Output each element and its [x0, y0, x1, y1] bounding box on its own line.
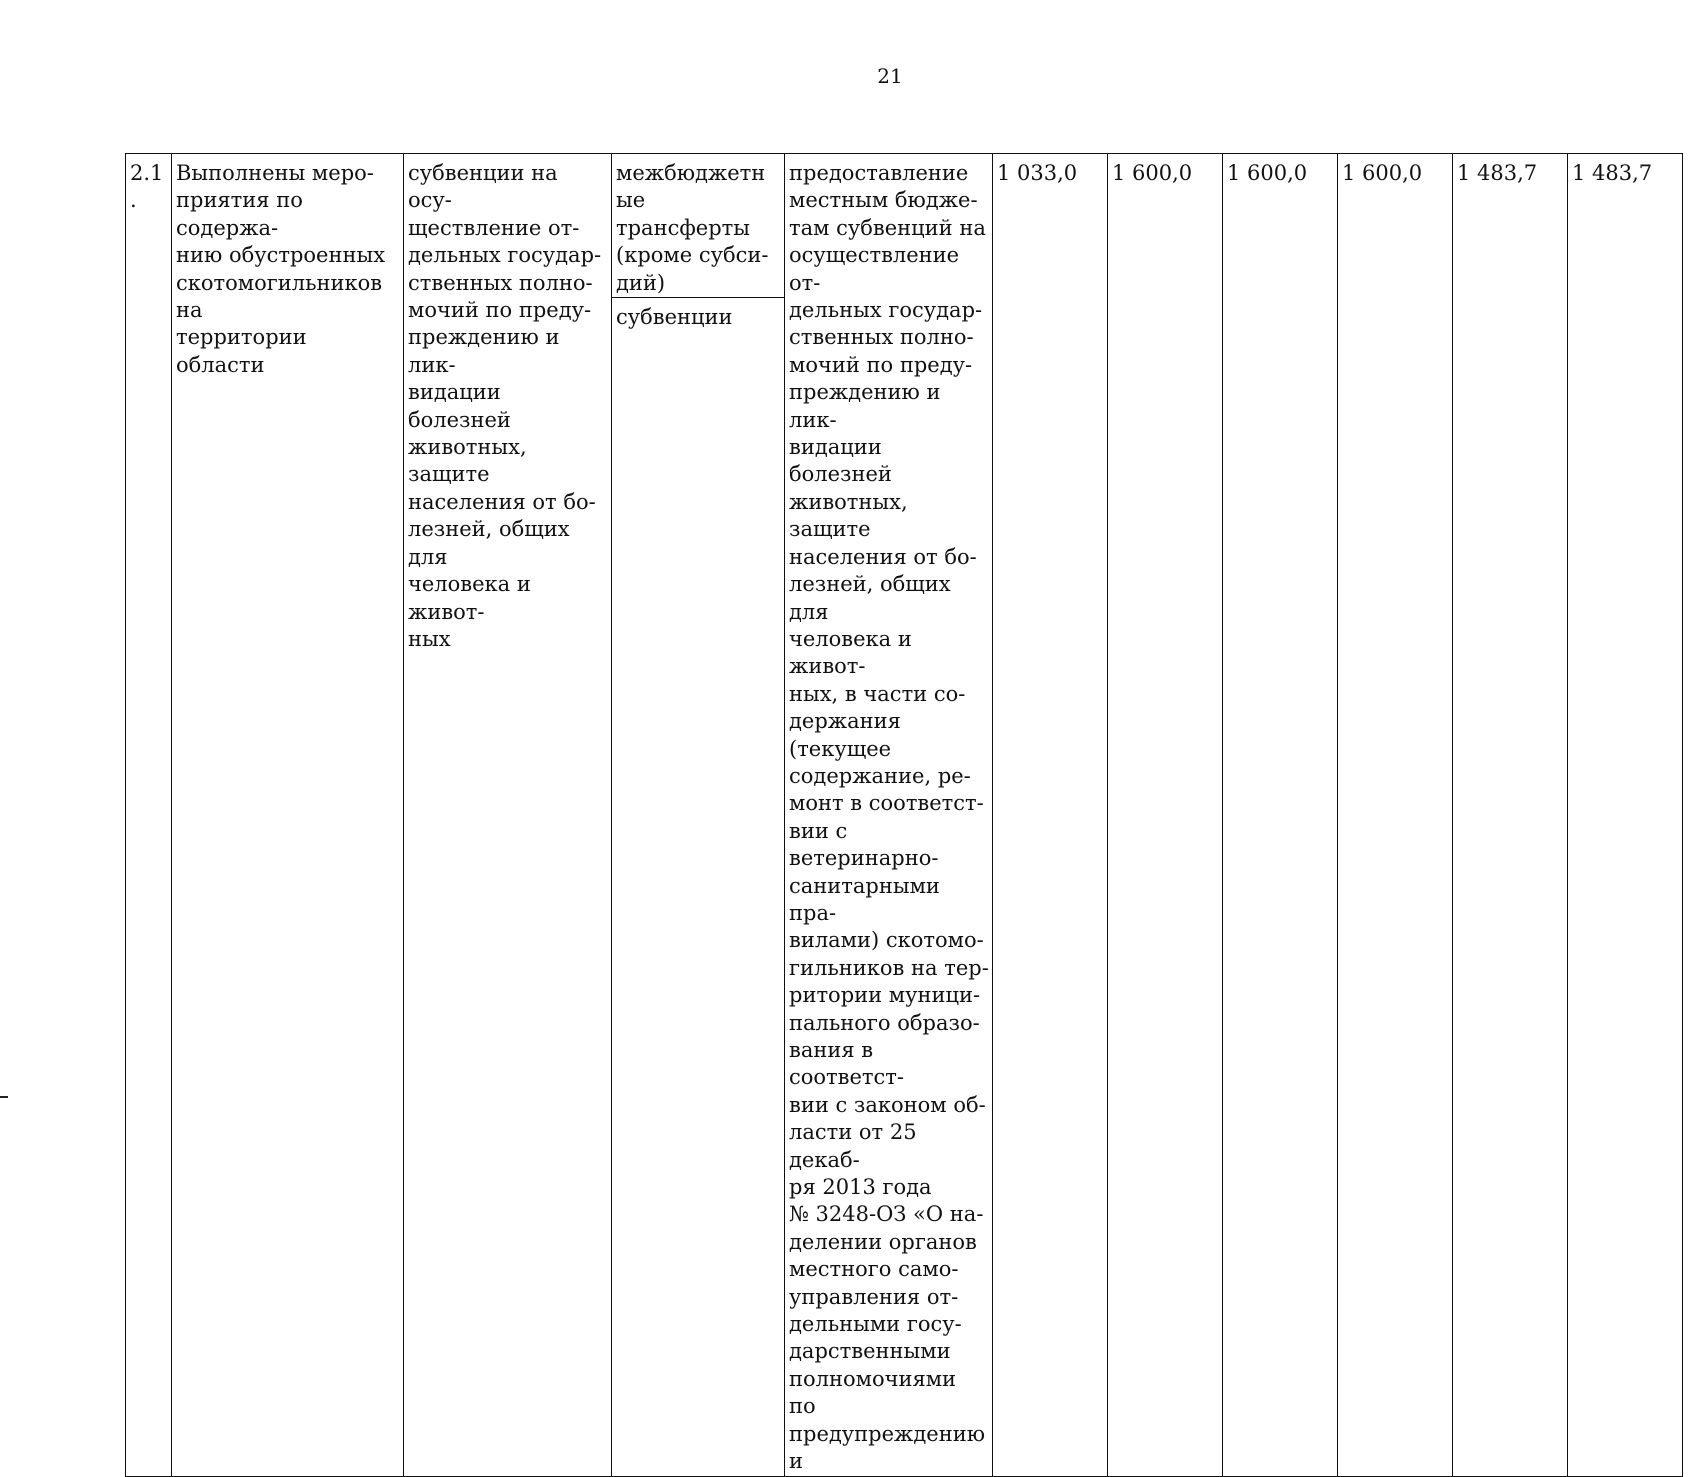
purpose-cell: субвенции на осу- ществление от- дельных государ- ственных полно- мочий по преду- преждению и лик- видации болезней животных, защите населения от бо- лезней, общих для человека и живот- ных [404, 154, 612, 1477]
description-cell: предоставление местным бюдже- там субвенций на осуществление от- дельных государ- ственных полно- мочий по преду- преждению и лик- видации болезней животных, защите населения от бо- лезней, общих для человека и живот- ных, в части со- держания (текущее содержание, ре- монт в соответст- вии с ветеринарно- санитарными пра- вилами) скотомо- гильников на тер- ритории муници- пального образо- вания в соответст- вии с законом об- ласти от 25 декаб- ря 2013 года № 3248-ОЗ «О на- делении органов местного само- управления от- дельными госу- дарственными полномочиями по предупреждению и [785, 154, 993, 1477]
value-cell: 1 600,0 [1223, 154, 1338, 1477]
value-cell: 1 600,0 [1338, 154, 1453, 1477]
table-row [126, 154, 1683, 298]
event-cell: Выполнены меро- приятия по содержа- нию обустроенных скотомогильников на территории области [172, 154, 404, 1477]
value-cell: 1 483,7 [1453, 154, 1568, 1477]
budget-table [125, 153, 1683, 1477]
page-number: 21 [877, 64, 903, 88]
row-index-cell: 2.1. [126, 154, 172, 1477]
transfer-subtype-cell: субвенции [612, 298, 785, 1476]
value-cell: 1 033,0 [993, 154, 1108, 1477]
value-cell: 1 600,0 [1108, 154, 1223, 1477]
scan-mark [0, 1096, 8, 1098]
value-cell: 1 483,7 [1568, 154, 1683, 1477]
transfer-type-cell: межбюджетные трансферты (кроме субси- дий) [612, 154, 785, 298]
